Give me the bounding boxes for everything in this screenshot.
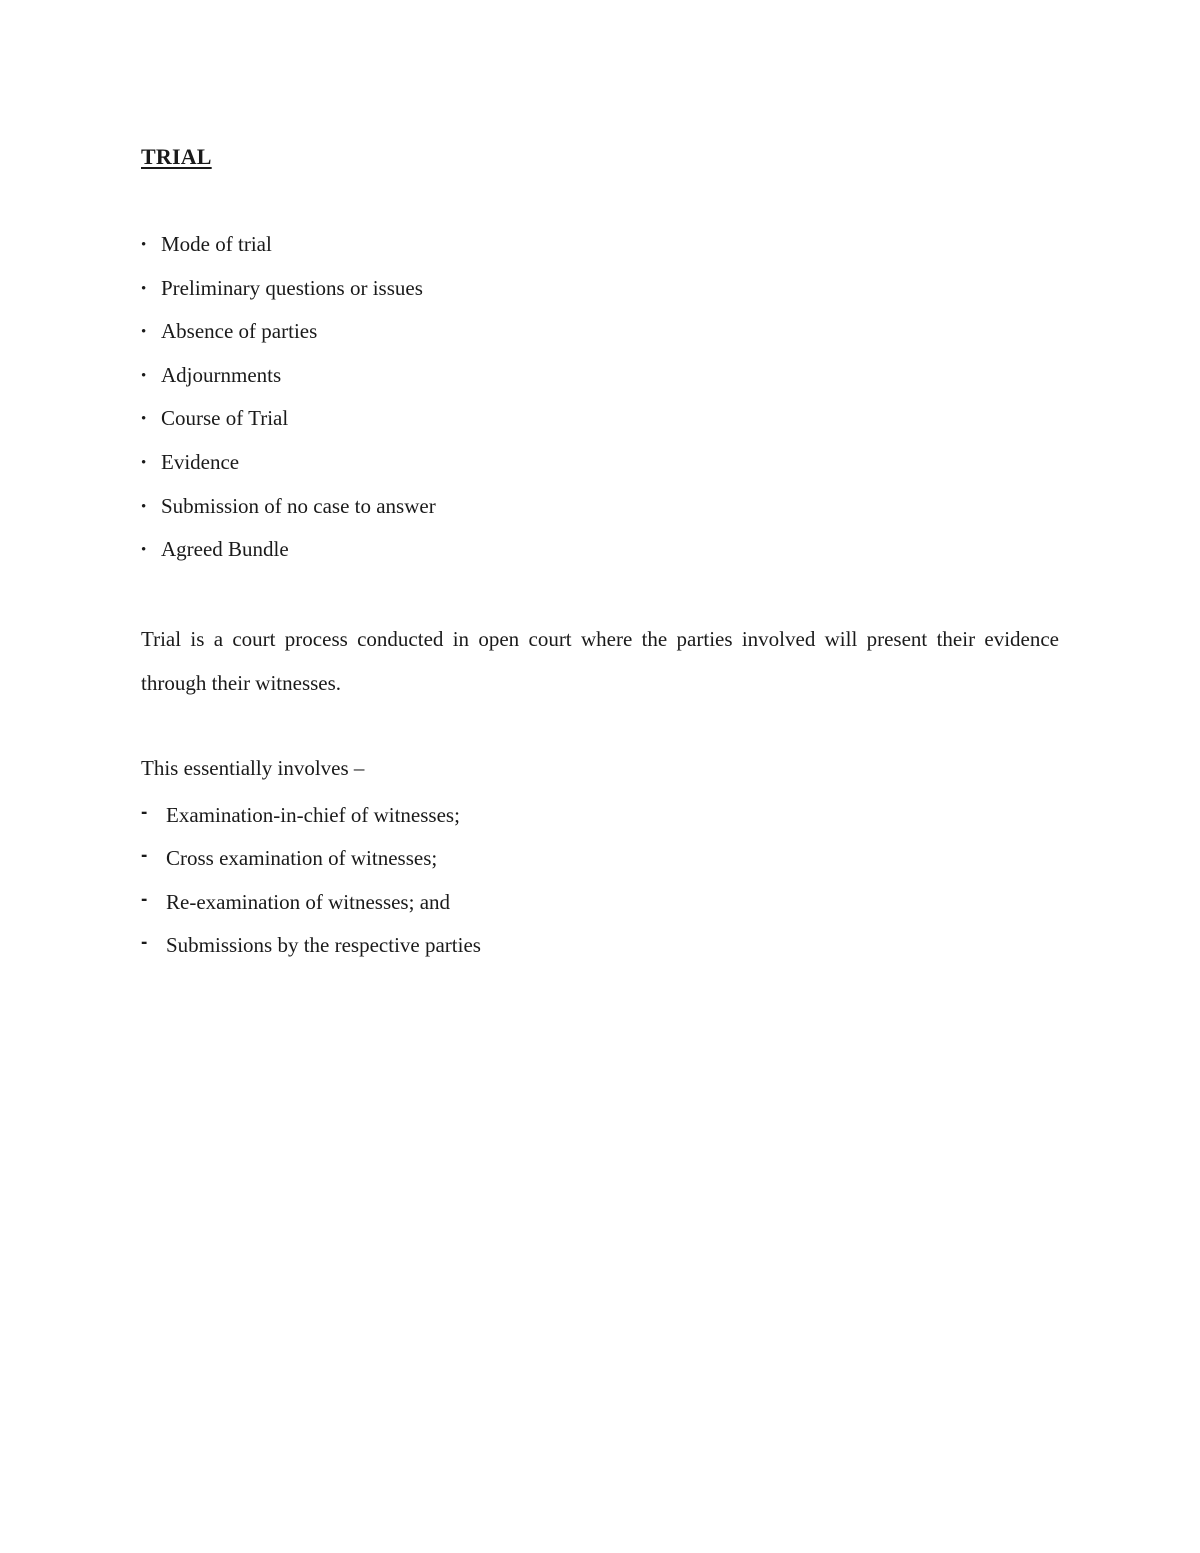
- list-item: [141, 446, 436, 490]
- list-item: [141, 490, 436, 534]
- bullet-icon: •: [141, 411, 147, 428]
- list-item: [141, 272, 436, 316]
- list-item-text: Evidence: [161, 449, 240, 474]
- list-item: [141, 359, 436, 403]
- dash-icon: -: [141, 931, 148, 953]
- bullet-icon: •: [141, 367, 147, 384]
- topics-list: [141, 228, 436, 577]
- list-item-text: Submission of no case to answer: [161, 493, 436, 518]
- bullet-icon: •: [141, 324, 147, 341]
- list-item-text: Absence of parties: [161, 319, 318, 344]
- list-item-text: Submissions by the respective parties: [166, 932, 481, 957]
- list-item-text: Preliminary questions or issues: [161, 275, 423, 300]
- bullet-icon: •: [141, 454, 147, 471]
- list-item-text: Re-examination of witnesses; and: [166, 889, 451, 914]
- list-item-text: Mode of trial: [161, 232, 272, 256]
- bullet-icon: •: [141, 280, 147, 297]
- involves-intro: This essentially involves –: [141, 756, 365, 780]
- list-item-text: Course of Trial: [161, 406, 289, 431]
- list-item-text: Cross examination of witnesses;: [166, 846, 438, 871]
- list-item: [141, 927, 481, 970]
- bullet-icon: •: [141, 498, 147, 515]
- list-item: [141, 315, 436, 359]
- list-item: [141, 884, 481, 927]
- list-item: [141, 840, 481, 883]
- dash-icon: -: [141, 802, 148, 823]
- list-item: [141, 797, 481, 840]
- bullet-icon: •: [141, 542, 147, 559]
- list-item-text: Agreed Bundle: [161, 537, 289, 562]
- list-item-text: Adjournments: [161, 362, 282, 387]
- dash-icon: -: [141, 888, 148, 910]
- list-item: [141, 228, 436, 272]
- bullet-icon: •: [141, 237, 147, 253]
- dash-icon: -: [141, 845, 148, 867]
- list-item-text: Examination-in-chief of witnesses;: [166, 803, 460, 827]
- definition-paragraph: Trial is a court process conducted in open court where the parties involved will present their evidence through their witnesses.: [141, 627, 1059, 695]
- involves-list: [141, 797, 481, 970]
- list-item: [141, 402, 436, 446]
- page-title: TRIAL: [141, 144, 212, 169]
- list-item: [141, 533, 436, 577]
